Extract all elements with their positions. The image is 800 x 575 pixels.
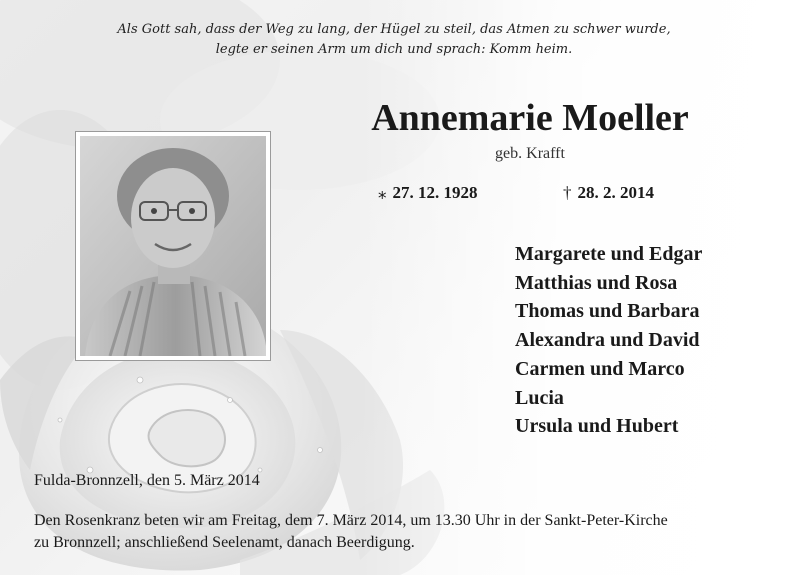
deceased-name: Annemarie Moeller <box>371 97 689 139</box>
quote-line-1: Als Gott sah, dass der Weg zu lang, der Hügel zu steil, das Atmen zu schwer wurde, <box>117 22 671 37</box>
portrait-photo <box>80 136 266 356</box>
mourner-entry: Margarete und Edgar <box>515 243 703 265</box>
quote-text <box>60 20 728 60</box>
mourner-entry: Thomas und Barbara <box>515 300 700 323</box>
death-cross-icon: † <box>563 183 572 202</box>
mourner-entry: Carmen und Marco <box>515 357 685 380</box>
quote-line-2: legte er seinen Arm um dich und sprach: Komm heim. <box>215 42 573 57</box>
notice-line-1: Den Rosenkranz beten wir am Freitag, dem 7. März 2014, um 13.30 Uhr in der Sankt-Peter-Kirche <box>34 512 668 529</box>
death-date <box>563 183 654 203</box>
place-and-date: Fulda-Bronnzell, den 5. März 2014 <box>34 472 260 489</box>
birth-date-value: 27. 12. 1928 <box>392 183 478 202</box>
notice-line-2: zu Bronnzell; anschließend Seelenamt, danach Beerdigung. <box>34 534 415 551</box>
birth-star-icon: ⁎ <box>378 183 387 202</box>
mourner-entry: Alexandra und David <box>515 329 700 352</box>
mourners-list <box>515 240 775 441</box>
mourner-entry: Ursula und Hubert <box>515 415 679 438</box>
mourner-entry: Lucia <box>515 386 564 409</box>
portrait-frame <box>75 131 271 361</box>
maiden-name: geb. Krafft <box>495 145 565 162</box>
death-date-value: 28. 2. 2014 <box>577 183 654 202</box>
mourner-entry: Matthias und Rosa <box>515 271 678 294</box>
birth-date <box>378 183 478 203</box>
funeral-notice <box>34 510 774 554</box>
